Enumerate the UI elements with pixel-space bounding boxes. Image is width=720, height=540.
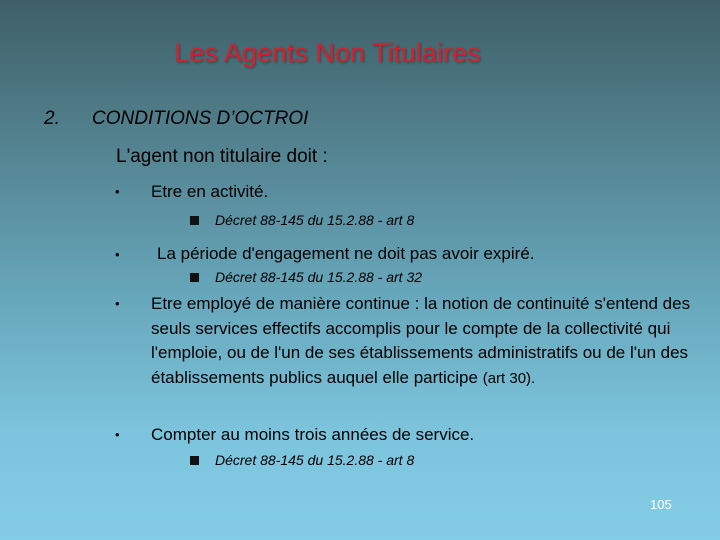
reference-line [190, 212, 414, 228]
list-item-paragraph [151, 292, 691, 391]
bullet-icon: • [115, 427, 120, 442]
list-item-text: Etre employé de manière continue : la notion de continuité s'entend des seuls services effectifs accomplis pour le compte de la collectivité qui l'emploie, ou de l'un de ses établissements administratifs ou de l'un des établissements publics auquel elle participe [151, 294, 691, 387]
list-item-text: Compter au moins trois années de service. [151, 425, 475, 444]
bullet-icon: • [115, 296, 120, 311]
page-number: 105 [650, 497, 672, 512]
list-item-text: Etre en activité. [151, 182, 269, 201]
section-title: CONDITIONS D’OCTROI [92, 108, 309, 129]
square-bullet-icon [190, 456, 199, 465]
reference-line [190, 269, 422, 285]
reference-text: Décret 88-145 du 15.2.88 - art 8 [215, 212, 415, 228]
reference-line [190, 452, 414, 468]
intro-text: L'agent non titulaire doit : [116, 146, 328, 167]
square-bullet-icon [190, 273, 199, 282]
list-item-text: La période d'engagement ne doit pas avoir expiré. [157, 244, 535, 263]
bullet-icon: • [115, 247, 120, 262]
square-bullet-icon [190, 216, 199, 225]
bullet-icon: • [115, 184, 120, 199]
reference-text: Décret 88-145 du 15.2.88 - art 8 [215, 452, 415, 468]
article-reference: (art 30). [482, 369, 536, 387]
reference-text: Décret 88-145 du 15.2.88 - art 32 [215, 269, 423, 285]
section-number: 2. [44, 108, 60, 129]
slide-title: Les Agents Non Titulaires [174, 38, 481, 68]
